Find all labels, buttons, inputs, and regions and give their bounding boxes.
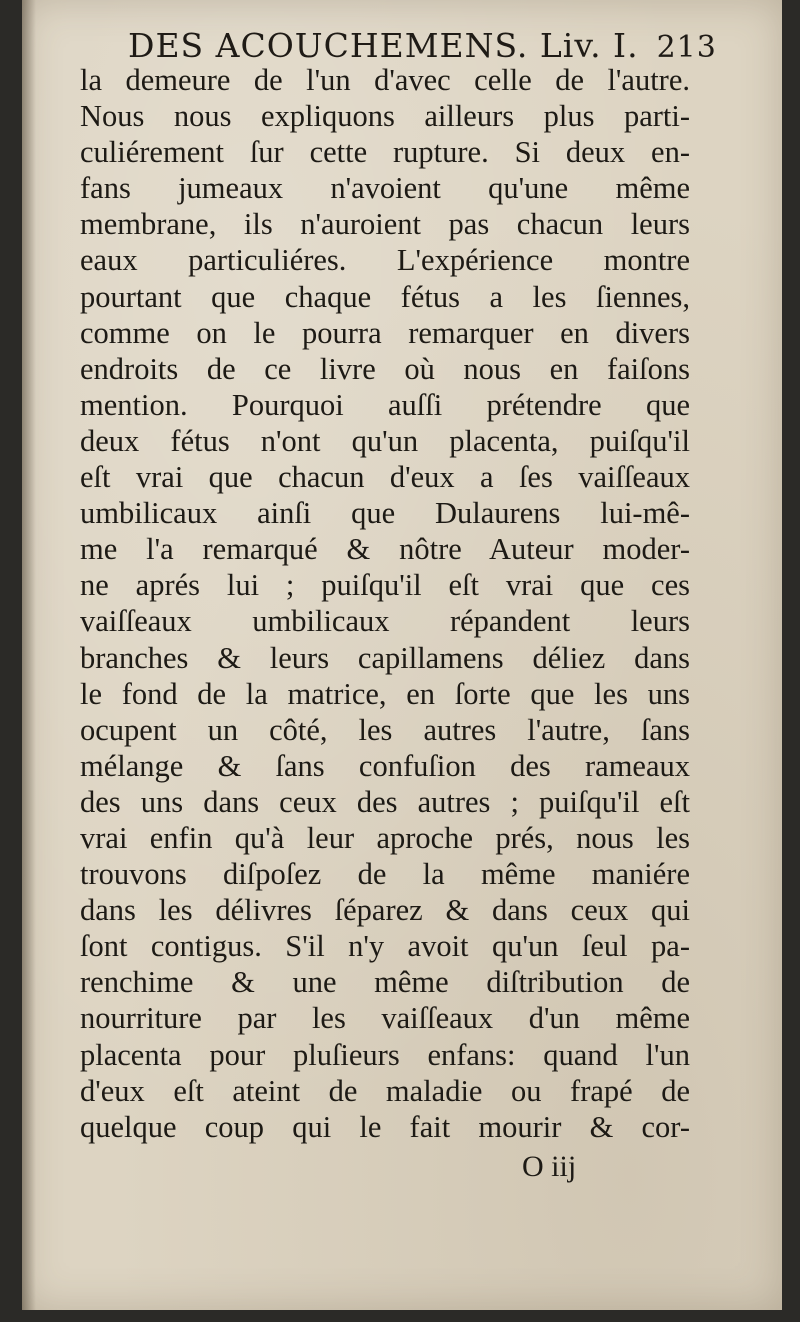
text-line: me l'a remarqué & nôtre Auteur moder-: [80, 532, 690, 567]
text-line: trouvons diſpoſez de la même maniére: [80, 857, 690, 892]
text-line: eaux particuliéres. L'expérience montre: [80, 243, 690, 278]
text-line: mélange & ſans confuſion des rameaux: [80, 748, 690, 783]
running-title: DES ACOUCHEMENS. Liv. I.: [128, 26, 639, 65]
text-line: deux fétus n'ont qu'un placenta, puiſqu'il: [80, 423, 690, 458]
text-line: fans jumeaux n'avoient qu'une même: [80, 171, 690, 206]
running-head: [128, 26, 717, 65]
text-line: quelque coup qui le fait mourir & cor-: [80, 1109, 690, 1144]
text-line: ſont contigus. S'il n'y avoit qu'un ſeul pa-: [80, 929, 690, 964]
text-line: le fond de la matrice, en ſorte que les uns: [80, 676, 690, 711]
text-line: pourtant que chaque fétus a les ſiennes,: [80, 279, 690, 314]
text-line: dans les délivres ſéparez & dans ceux qui: [80, 893, 690, 928]
gutter-shadow: [22, 0, 36, 1310]
text-line: membrane, ils n'auroient pas chacun leurs: [80, 207, 690, 242]
text-line: la demeure de l'un d'avec celle de l'autre.: [80, 63, 690, 97]
text-line: ocupent un côté, les autres l'autre, ſans: [80, 712, 690, 747]
text-line: comme on le pourra remarquer en divers: [80, 315, 690, 350]
text-line: vrai enfin qu'à leur aproche prés, nous les: [80, 820, 690, 855]
text-line: eſt vrai que chacun d'eux a ſes vaiſſeaux: [80, 460, 690, 495]
body-text: [80, 62, 690, 1145]
text-line: d'eux eſt ateint de maladie ou frapé de: [80, 1073, 690, 1108]
text-line: nourriture par les vaiſſeaux d'un même: [80, 1001, 690, 1036]
text-line: vaiſſeaux umbilicaux répandent leurs: [80, 604, 690, 639]
text-line: culiérement ſur cette rupture. Si deux en-: [80, 135, 690, 170]
text-line: endroits de ce livre où nous en faiſons: [80, 351, 690, 386]
page-number: 213: [656, 30, 717, 65]
text-line: branches & leurs capillamens déliez dans: [80, 640, 690, 675]
text-line: mention. Pourquoi auſſi prétendre que: [80, 387, 690, 422]
text-line: des uns dans ceux des autres ; puiſqu'il eſt: [80, 784, 690, 819]
text-line: Nous nous expliquons ailleurs plus parti-: [80, 99, 690, 134]
text-line: ne aprés lui ; puiſqu'il eſt vrai que ces: [80, 568, 690, 603]
text-line: umbilicaux ainſi que Dulaurens lui-mê-: [80, 496, 690, 531]
text-line: placenta pour pluſieurs enfans: quand l'un: [80, 1037, 690, 1072]
text-line: renchime & une même diſtribution de: [80, 965, 690, 1000]
signature-mark: O iij: [522, 1150, 577, 1183]
